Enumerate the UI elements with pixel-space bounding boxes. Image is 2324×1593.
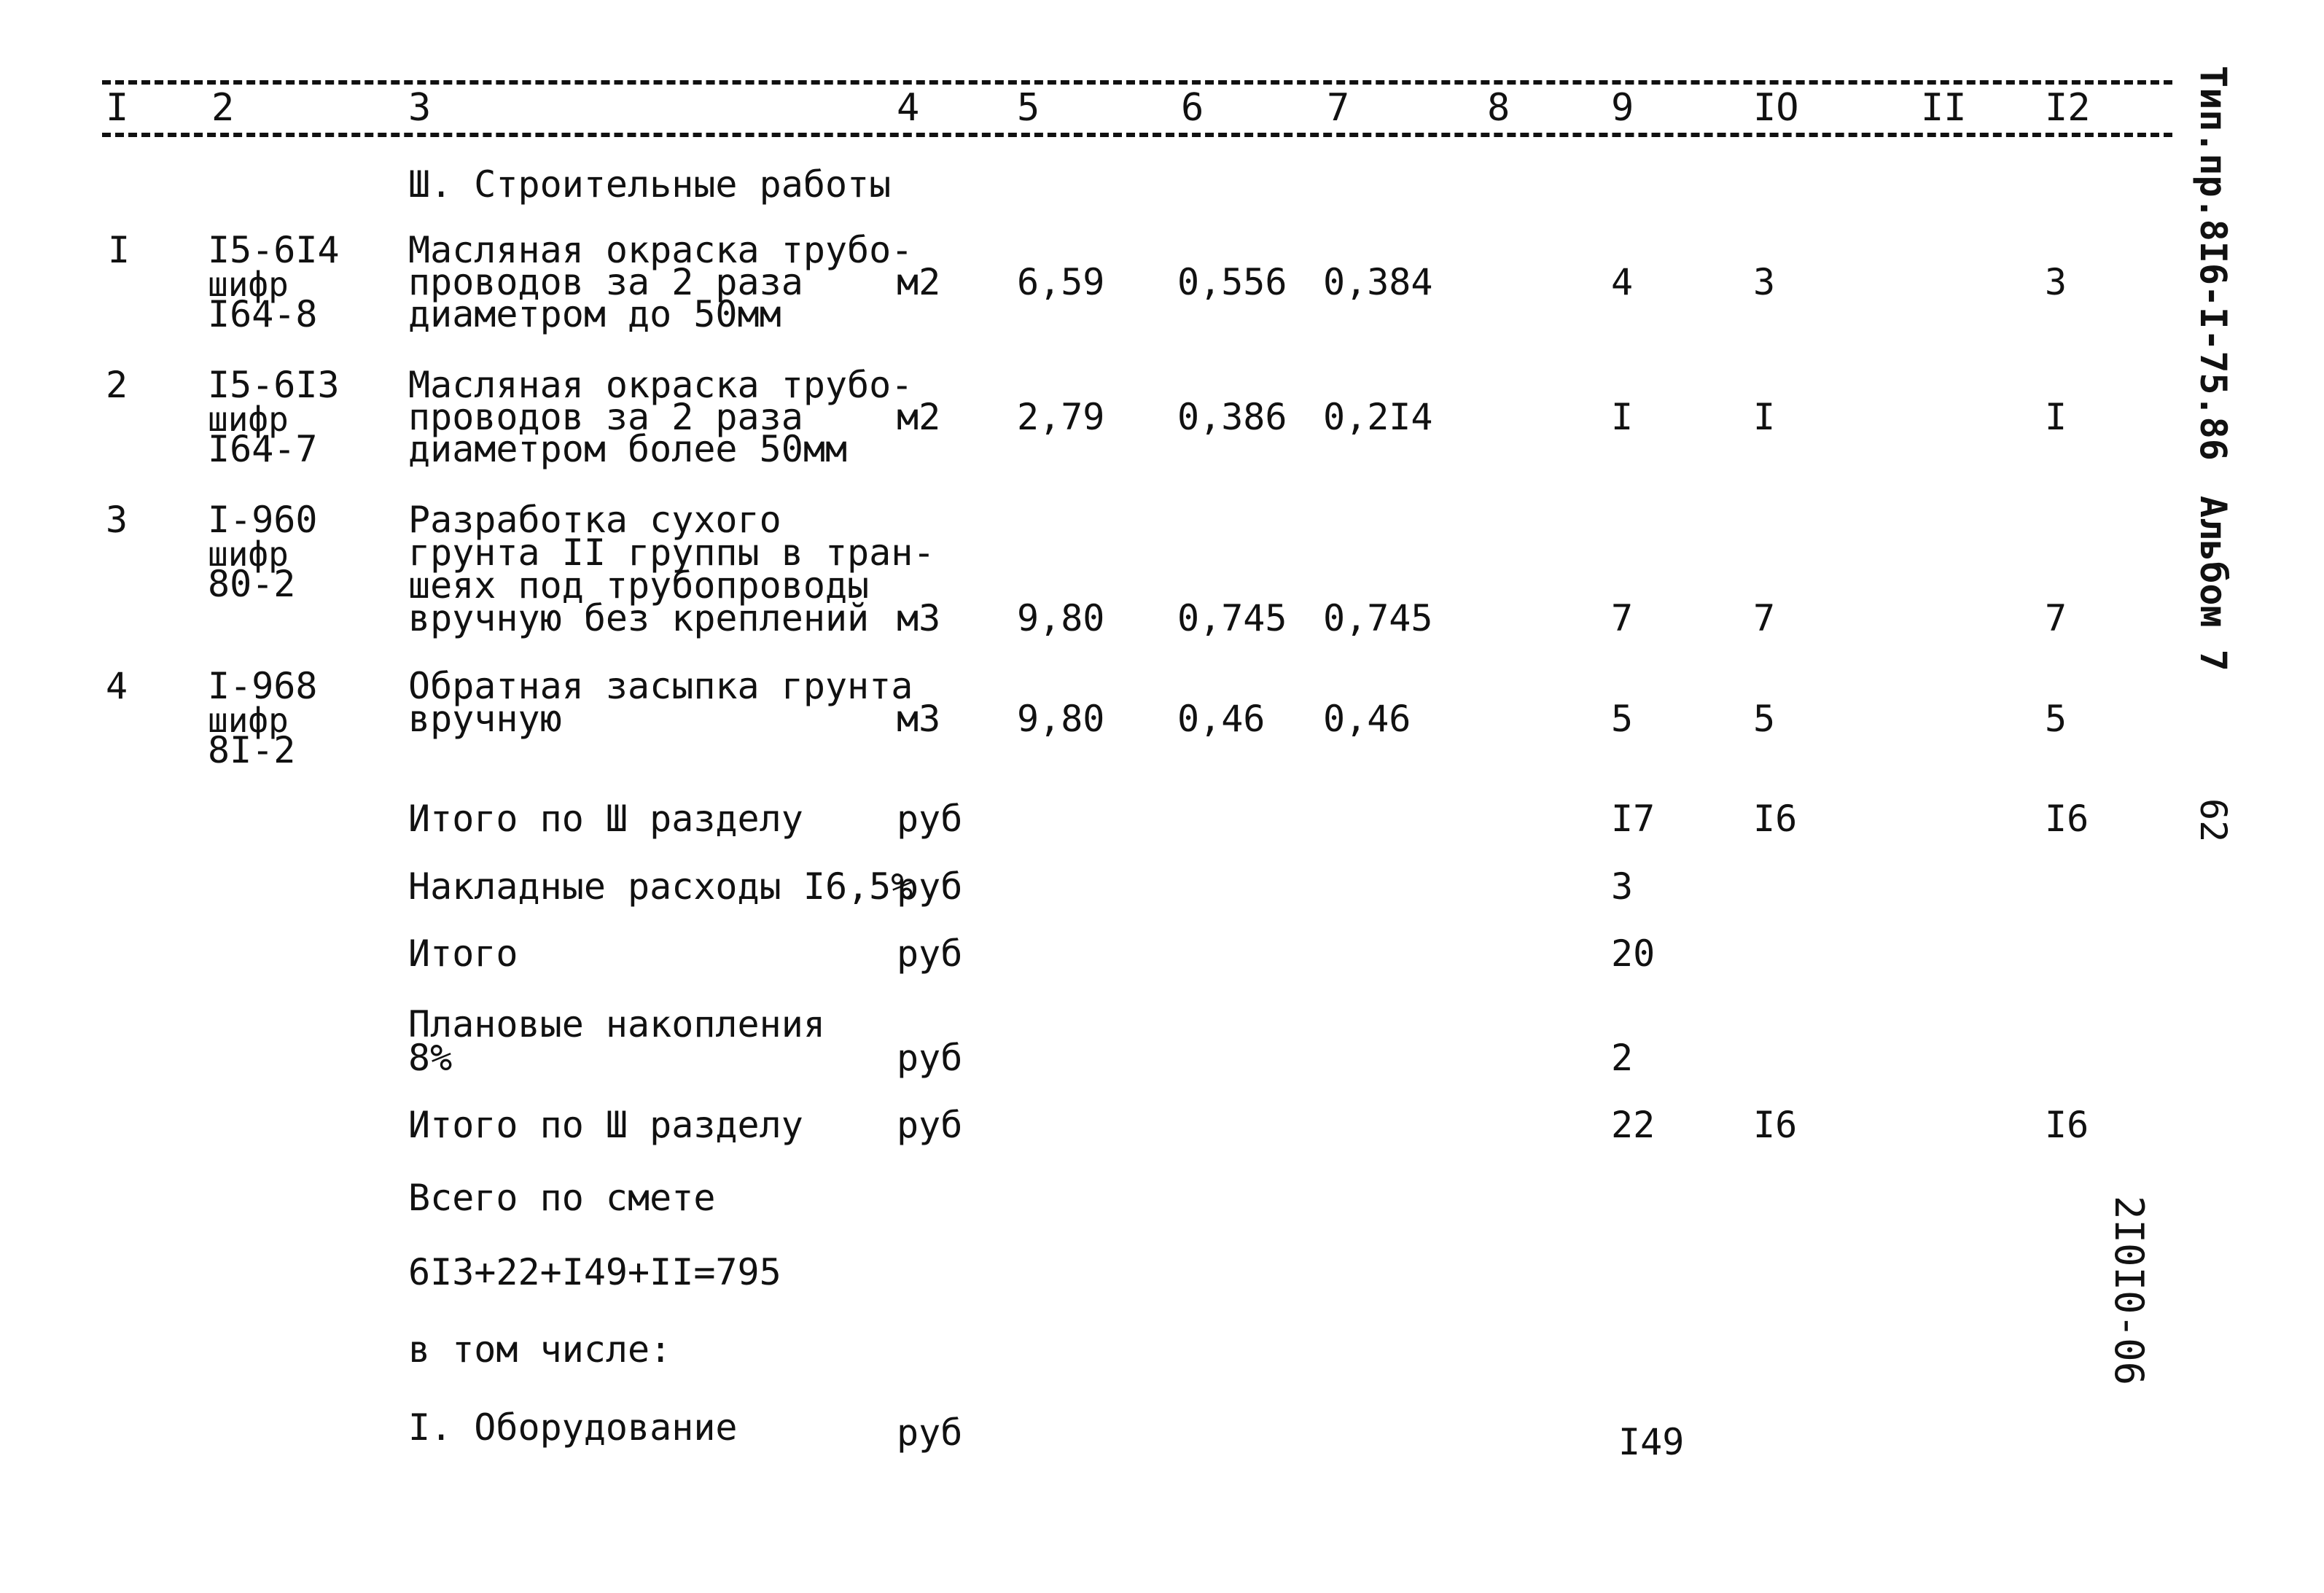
col-header-10: IO	[1753, 86, 1799, 130]
planned-savings-col9: 2	[1611, 1037, 1634, 1079]
planned-savings-unit: руб	[897, 1037, 963, 1079]
header-bottom-rule	[102, 133, 2172, 137]
row-code-cipher: I64-7	[208, 428, 318, 470]
subtotal-unit: руб	[897, 932, 963, 975]
row-number: 2	[106, 364, 128, 406]
row-col12: 3	[2045, 261, 2067, 303]
section-total-label: Итого по Ш разделу	[408, 1104, 803, 1146]
row-col6: 0,386	[1177, 396, 1287, 438]
col-header-7: 7	[1327, 86, 1350, 130]
row-col10: 3	[1753, 261, 1776, 303]
row-code-label: шифр	[208, 400, 289, 439]
row-col9: 5	[1611, 698, 1634, 740]
row-col12: I	[2045, 396, 2067, 438]
subtotal-col9: 20	[1611, 932, 1656, 975]
section-total-col9: 22	[1611, 1104, 1656, 1146]
row-desc-line: проводов за 2 раза	[408, 261, 803, 303]
col-header-8: 8	[1487, 86, 1510, 130]
row-desc-line: Масляная окраска трубо-	[408, 364, 913, 406]
row-col10: 7	[1753, 597, 1776, 639]
row-unit: м2	[897, 396, 941, 438]
row-col6: 0,556	[1177, 261, 1287, 303]
row-number: I	[108, 229, 130, 271]
margin-page-number: 62	[2192, 798, 2234, 843]
row-desc-line: Масляная окраска трубо-	[408, 229, 913, 271]
row-col7: 0,384	[1323, 261, 1433, 303]
row-code: I-960	[208, 499, 318, 541]
row-col5: 2,79	[1017, 396, 1105, 438]
row-code-label: шифр	[208, 534, 289, 574]
row-col7: 0,2I4	[1323, 396, 1433, 438]
col-header-1: I	[106, 86, 129, 130]
equipment-value: I49	[1618, 1421, 1685, 1463]
row-desc-line: грунта II группы в тран-	[408, 531, 935, 574]
row-code: I-968	[208, 665, 318, 707]
subtotal-label: Итого	[408, 932, 518, 975]
row-desc-line: вручную без креплений	[408, 597, 870, 639]
row-desc-line: диаметром более 50мм	[408, 428, 848, 470]
col-header-12: I2	[2045, 86, 2091, 130]
margin-album: Альбом 7	[2192, 496, 2234, 671]
overhead-label: Накладные расходы I6,5%	[408, 865, 913, 908]
margin-doc-ref: Тип.пр.8I6-I-75.86	[2192, 66, 2234, 461]
col-header-4: 4	[897, 86, 920, 130]
row-col7: 0,46	[1323, 698, 1411, 740]
row-code: I5-6I3	[208, 364, 340, 406]
row-code-cipher: 80-2	[208, 563, 296, 605]
col-header-9: 9	[1611, 86, 1634, 130]
row-code-cipher: 8I-2	[208, 729, 296, 771]
planned-savings-percent: 8%	[408, 1037, 453, 1079]
row-col7: 0,745	[1323, 597, 1433, 639]
overhead-unit: руб	[897, 865, 963, 908]
grand-total-label: Всего по смете	[408, 1177, 716, 1219]
total-col10: I6	[1753, 798, 1798, 840]
total-label: Итого по Ш разделу	[408, 798, 803, 840]
section-total-col12: I6	[2045, 1104, 2089, 1146]
section-total-unit: руб	[897, 1104, 963, 1146]
section-title: Ш. Строительные работы	[408, 163, 892, 206]
row-unit: м3	[897, 698, 941, 740]
row-desc-line: Обратная засыпка грунта	[408, 665, 913, 707]
row-desc-line: диаметром до 50мм	[408, 293, 781, 335]
header-top-rule	[102, 80, 2172, 85]
including-label: в том числе:	[408, 1328, 672, 1371]
row-col5: 6,59	[1017, 261, 1105, 303]
row-col10: I	[1753, 396, 1776, 438]
row-code-cipher: I64-8	[208, 293, 318, 335]
margin-archive-number: 2I0I0-06	[2106, 1196, 2152, 1386]
grand-total-formula: 6I3+22+I49+II=795	[408, 1251, 781, 1293]
row-number: 4	[106, 665, 128, 707]
row-col10: 5	[1753, 698, 1776, 740]
row-col9: 4	[1611, 261, 1634, 303]
total-col12: I6	[2045, 798, 2089, 840]
row-code-label: шифр	[208, 265, 289, 304]
row-col5: 9,80	[1017, 698, 1105, 740]
section-total-col10: I6	[1753, 1104, 1798, 1146]
planned-savings-label: Плановые накопления	[408, 1003, 825, 1045]
row-col5: 9,80	[1017, 597, 1105, 639]
col-header-2: 2	[211, 86, 235, 130]
col-header-11: II	[1921, 86, 1967, 130]
total-unit: руб	[897, 798, 963, 840]
row-number: 3	[106, 499, 128, 541]
equipment-unit: руб	[897, 1411, 963, 1454]
col-header-3: 3	[408, 86, 432, 130]
row-code: I5-6I4	[208, 229, 340, 271]
equipment-label: I. Оборудование	[408, 1406, 738, 1449]
row-desc-line: Разработка сухого	[408, 499, 781, 541]
row-desc-line: шеях под трубопроводы	[408, 564, 870, 607]
row-col9: 7	[1611, 597, 1634, 639]
row-unit: м2	[897, 261, 941, 303]
col-header-6: 6	[1181, 86, 1204, 130]
row-col6: 0,745	[1177, 597, 1287, 639]
row-col9: I	[1611, 396, 1634, 438]
row-desc-line: вручную	[408, 698, 562, 740]
overhead-col9: 3	[1611, 865, 1634, 908]
row-unit: м3	[897, 597, 941, 639]
col-header-5: 5	[1017, 86, 1040, 130]
row-col12: 7	[2045, 597, 2067, 639]
row-col12: 5	[2045, 698, 2067, 740]
row-code-label: шифр	[208, 701, 289, 740]
row-col6: 0,46	[1177, 698, 1266, 740]
row-desc-line: проводов за 2 раза	[408, 396, 803, 438]
total-col9: I7	[1611, 798, 1656, 840]
